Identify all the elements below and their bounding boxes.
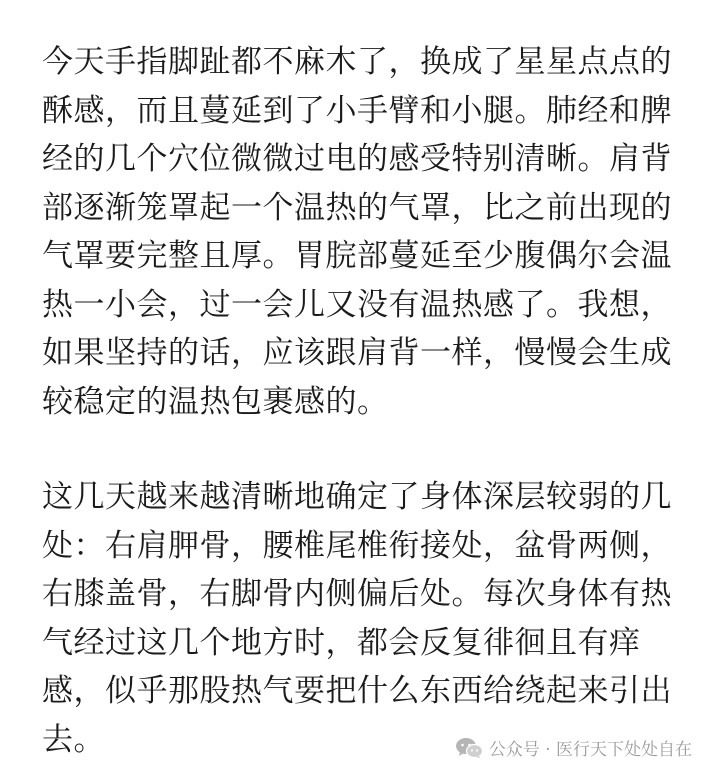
text-line: 去。: [42, 721, 105, 758]
watermark: [455, 735, 692, 760]
text-line: 酥感，而且蔓延到了小手臂和小腿。肺经和脾: [42, 92, 672, 129]
text-line: 今天手指脚趾都不麻木了，换成了星星点点的: [42, 44, 672, 80]
paragraph-2: [42, 473, 682, 764]
paragraph-1: [42, 38, 682, 426]
text-line: 气罩要完整且厚。胃脘部蔓延至少腹偶尔会温: [42, 238, 672, 274]
text-line: 处：右肩胛骨，腰椎尾椎衔接处，盆骨两侧，: [42, 527, 672, 564]
text-line: 右膝盖骨，右脚骨内侧偏后处。每次身体有热: [42, 576, 672, 612]
wechat-icon: [455, 737, 483, 759]
text-line: 部逐渐笼罩起一个温热的气罩，比之前出现的: [42, 189, 672, 226]
text-line: 感，似乎那股热气要把什么东西给绕起来引出: [42, 673, 672, 709]
paragraph-gap: [42, 426, 682, 473]
text-line: 这几天越来越清晰地确定了身体深层较弱的几: [42, 479, 672, 515]
text-line: 较稳定的温热包裹感的。: [42, 383, 389, 420]
text-line: 热一小会，过一会儿又没有温热感了。我想，: [42, 286, 672, 323]
article-body: [42, 38, 682, 764]
text-line: 如果坚持的话，应该跟肩背一样，慢慢会生成: [42, 335, 672, 371]
text-line: 经的几个穴位微微过电的感受特别清晰。肩背: [42, 141, 672, 177]
text-line: 气经过这几个地方时，都会反复徘徊且有痒: [42, 624, 641, 661]
watermark-text: 公众号 · 医行天下处处自在: [488, 740, 692, 760]
